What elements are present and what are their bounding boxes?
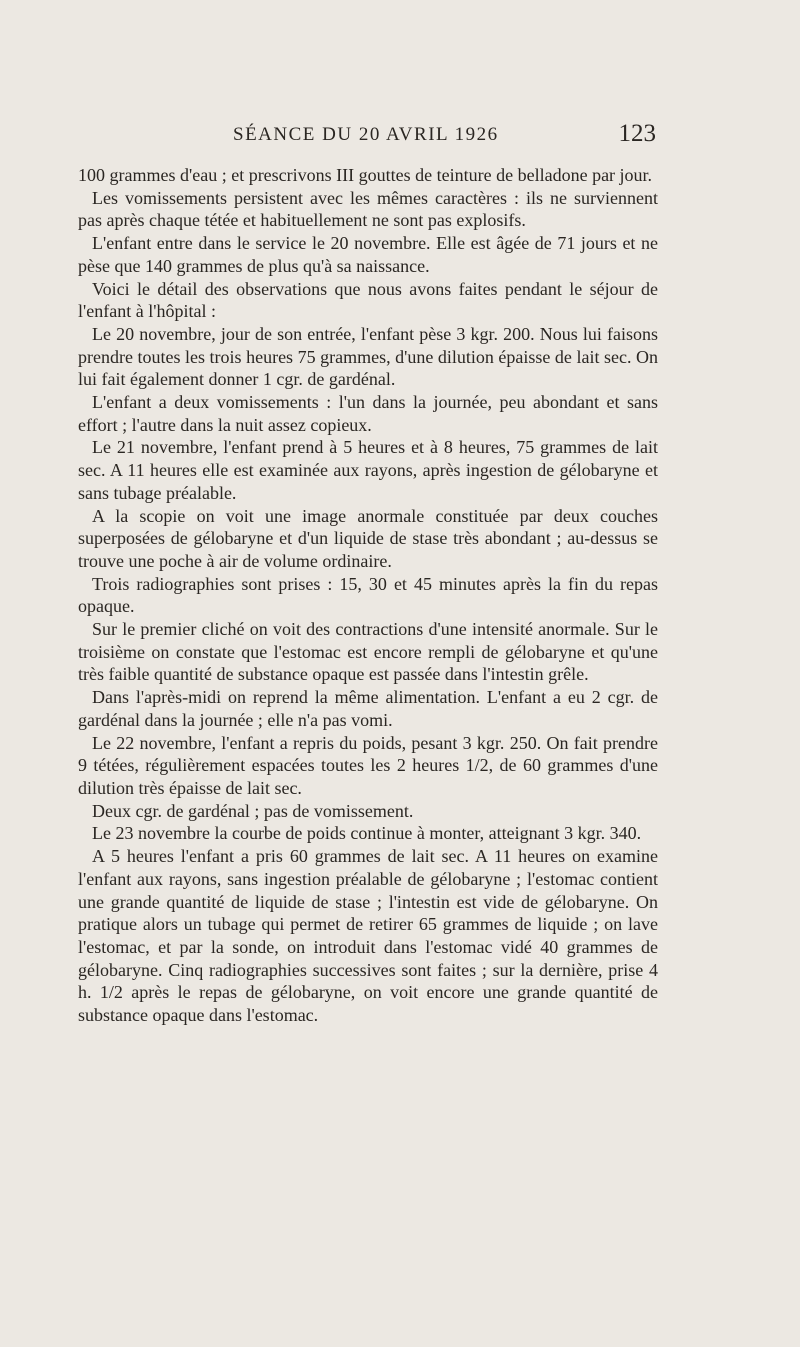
paragraph: A la scopie on voit une image anormale constituée par deux couches superposées de gélobaryne et d'un liquide de stase très abondant ; au-dessus se trouve une poche à air de volume ordinaire. — [78, 505, 658, 571]
paragraph: A 5 heures l'enfant a pris 60 grammes de lait sec. A 11 heures on examine l'enfant aux rayons, sans ingestion préalable de gélobaryne ; l'estomac contient une grande quantité de liquide de stase ; l'intestin est vide de gélobaryne. On pratique alors un tubage qui permet de retirer 65 grammes de liquide ; on lave l'estomac, et par la sonde, on introduit dans l'estomac vidé 40 grammes de gélobaryne. Cinq radiographies successives sont faites ; sur la dernière, prise 4 h. 1/2 après le repas de gélobaryne, on voit encore une grande quantité de substance opaque dans l'estomac. — [78, 846, 658, 1026]
page-header — [78, 120, 656, 150]
page-number: 123 — [618, 120, 656, 147]
paragraph: Voici le détail des observations que nous avons faites pendant le séjour de l'enfant à l'hôpital : — [78, 278, 658, 322]
paragraph: Le 23 novembre la courbe de poids continue à monter, atteignant 3 kgr. 340. — [92, 823, 642, 844]
paragraph: Le 21 novembre, l'enfant prend à 5 heures et à 8 heures, 75 grammes de lait sec. A 11 heures elle est examinée aux rayons, après ingestion de gélobaryne et sans tubage préalable. — [78, 437, 658, 503]
running-title: SÉANCE DU 20 AVRIL 1926 — [233, 124, 499, 145]
paragraph: Le 20 novembre, jour de son entrée, l'enfant pèse 3 kgr. 200. Nous lui faisons prendre toutes les trois heures 75 grammes, d'une dilution épaisse de lait sec. On lui fait également donner 1 cgr. de gardénal. — [78, 323, 658, 390]
paragraph: Dans l'après-midi on reprend la même alimentation. L'enfant a eu 2 cgr. de gardénal dans la journée ; elle n'a pas vomi. — [78, 687, 658, 730]
paragraph: Deux cgr. de gardénal ; pas de vomissement. — [92, 800, 414, 821]
paragraph: 100 grammes d'eau ; et prescrivons III gouttes de teinture de belladone par jour. — [78, 165, 653, 185]
paragraph: Les vomissements persistent avec les mêmes caractères : ils ne surviennent pas après chaque tétée et habituellement ne sont pas explosifs. — [78, 187, 658, 231]
body-text — [78, 164, 658, 1027]
paragraph: Le 22 novembre, l'enfant a repris du poids, pesant 3 kgr. 250. On fait prendre 9 tétées, régulièrement espacées toutes les 2 heures 1/2, de 60 grammes d'une dilution très épaisse de lait sec. — [78, 732, 658, 798]
paragraph: Sur le premier cliché on voit des contractions d'une intensité anormale. Sur le troisième on constate que l'estomac est encore rempli de gélobaryne et qu'une très faible quantité de substance opaque est passée dans l'intestin grêle. — [78, 619, 658, 685]
paragraph: L'enfant a deux vomissements : l'un dans la journée, peu abondant et sans effort ; l'autre dans la nuit assez copieux. — [78, 392, 658, 435]
paragraph: Trois radiographies sont prises : 15, 30 et 45 minutes après la fin du repas opaque. — [78, 573, 658, 617]
paragraph: L'enfant entre dans le service le 20 novembre. Elle est âgée de 71 jours et ne pèse que 140 grammes de plus qu'à sa naissance. — [78, 233, 658, 276]
